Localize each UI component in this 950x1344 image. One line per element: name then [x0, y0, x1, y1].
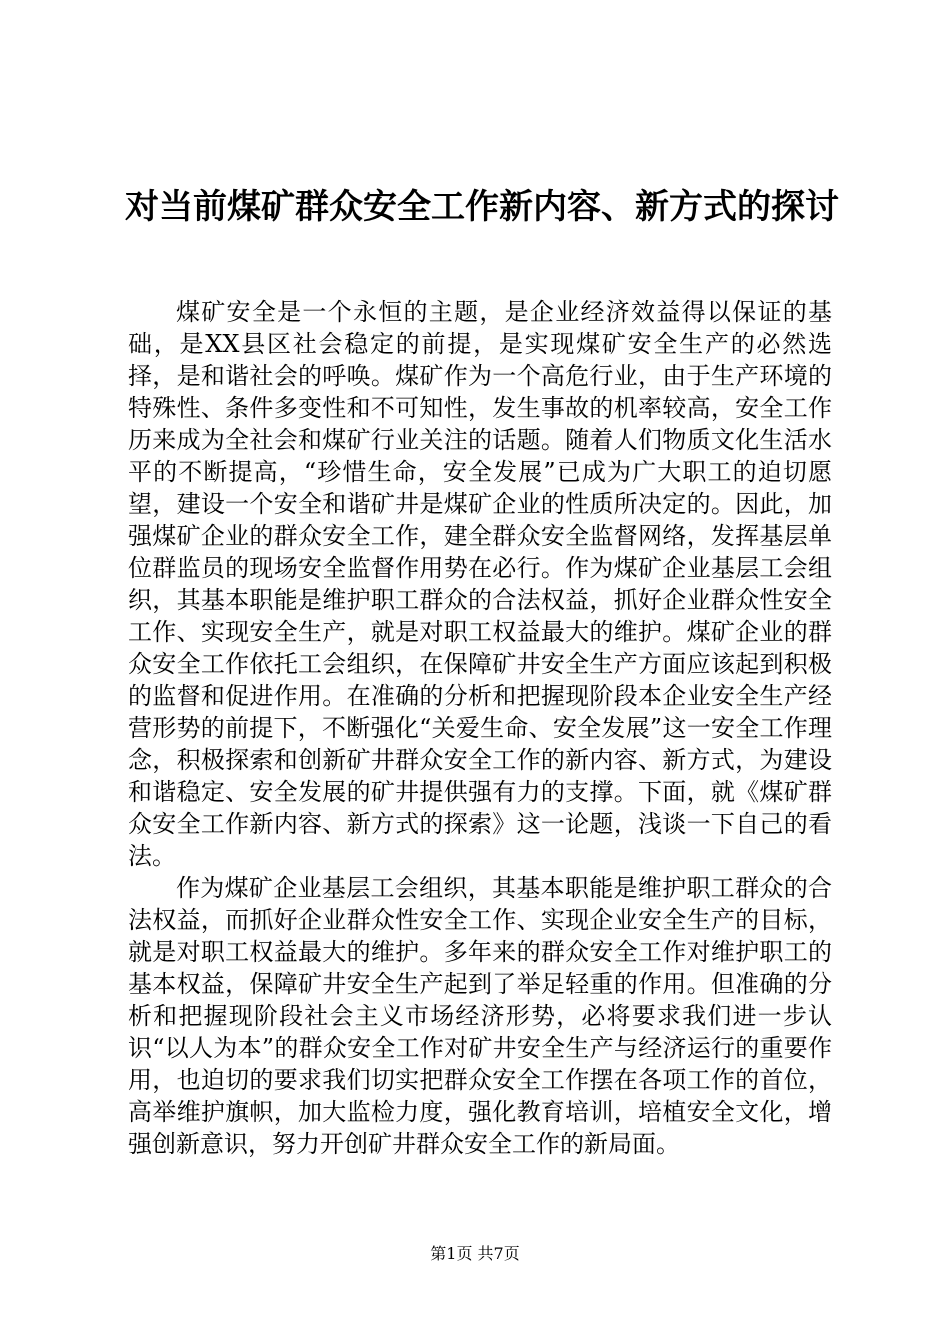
document-title: 对当前煤矿群众安全工作新内容、新方式的探讨 — [125, 187, 839, 227]
document-body — [128, 296, 832, 1160]
paragraph-1: 煤矿安全是一个永恒的主题，是企业经济效益得以保证的基础，是XX县区社会稳定的前提，是实现煤矿安全生产的必然选择，是和谐社会的呼唤。煤矿作为一个高危行业，由于生产环境的特殊性、条件多变性和不可知性，发生事故的机率较高，安全工作历来成为全社会和煤矿行业关注的话题。随着人们物质文化生活水平的不断提高，“珍惜生命，安全发展”已成为广大职工的迫切愿望，建设一个安全和谐矿井是煤矿企业的性质所决定的。因此，加强煤矿企业的群众安全工作，建全群众安全监督网络，发挥基层单位群监员的现场安全监督作用势在必行。作为煤矿企业基层工会组织，其基本职能是维护职工群众的合法权益，抓好企业群众性安全工作、实现安全生产，就是对职工权益最大的维护。煤矿企业的群众安全工作依托工会组织，在保障矿井安全生产方面应该起到积极的监督和促进作用。在准确的分析和把握现阶段本企业安全生产经营形势的前提下，不断强化“关爱生命、安全发展”这一安全工作理念，积极探索和创新矿井群众安全工作的新内容、新方式，为建设和谐稳定、安全发展的矿井提供强有力的支撑。下面，就《煤矿群众安全工作新内容、新方式的探索》这一论题，浅谈一下自己的看法。 — [128, 298, 832, 870]
paragraph-2: 作为煤矿企业基层工会组织，其基本职能是维护职工群众的合法权益，而抓好企业群众性安全工作、实现企业安全生产的目标，就是对职工权益最大的维护。多年来的群众安全工作对维护职工的基本权益，保障矿井安全生产起到了举足轻重的作用。但准确的分析和把握现阶段社会主义市场经济形势，必将要求我们进一步认识“以人为本”的群众安全工作对矿井安全生产与经济运行的重要作用，也迫切的要求我们切实把群众安全工作摆在各项工作的首位，高举维护旗帜，加大监检力度，强化教育培训，培植安全文化，增强创新意识，努力开创矿井群众安全工作的新局面。 — [128, 874, 832, 1158]
page-footer: 第1页 共7页 — [430, 1244, 520, 1263]
